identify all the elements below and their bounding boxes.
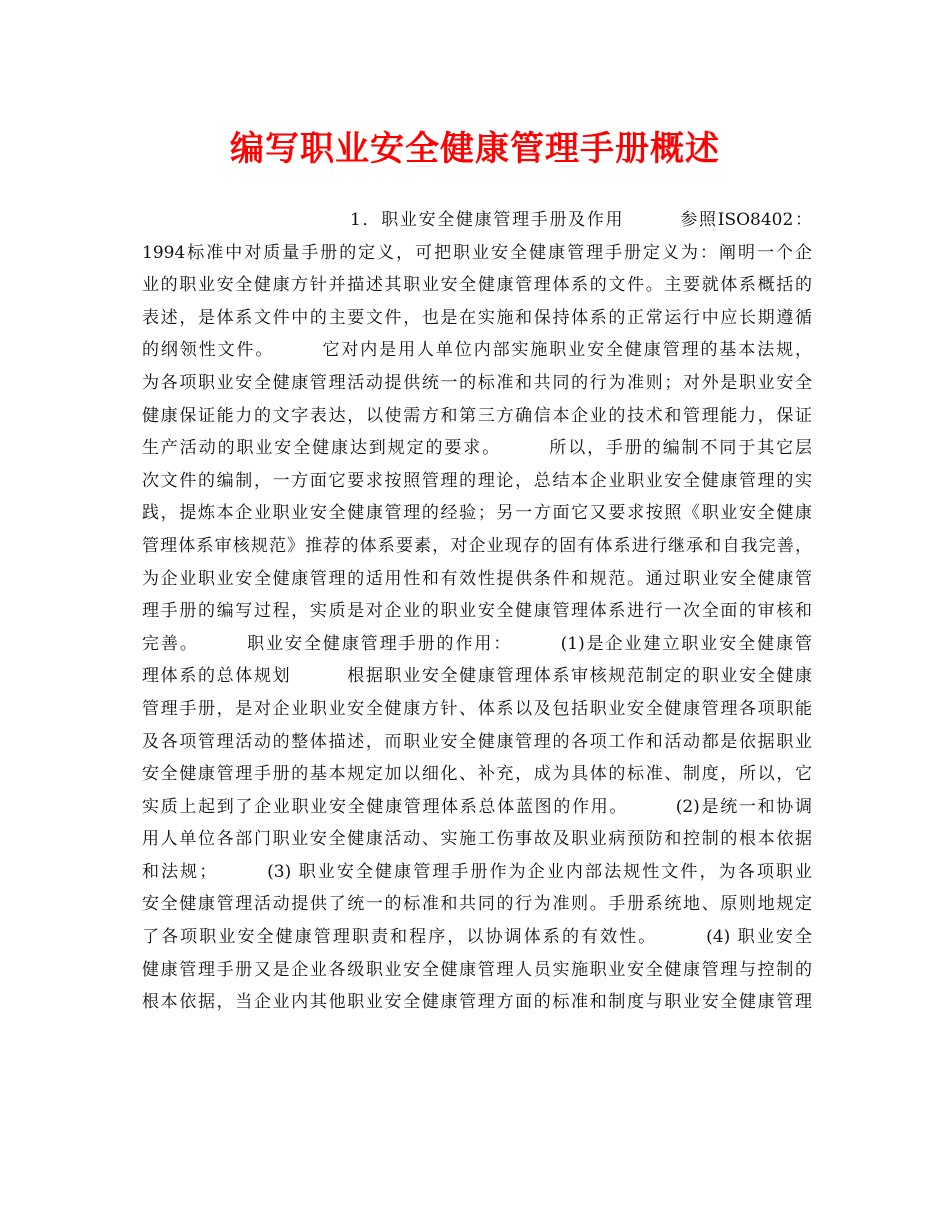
body-line: 健康管理手册又是企业各级职业安全健康管理人员实施职业安全健康管理与控制的	[142, 959, 812, 980]
body-line: 用人单位各部门职业安全健康活动、实施工伤事故及职业病预防和控制的根本依据	[142, 829, 812, 850]
document-title: 编写职业安全健康管理手册概述	[230, 129, 720, 169]
body-line: 及各项管理活动的整体描述，而职业安全健康管理的各项工作和活动都是依据职业	[142, 731, 812, 752]
body-line: 安全健康管理活动提供了统一的标准和共同的行为准则。手册系统地、原则地规定	[142, 894, 812, 915]
body-line: 根本依据，当企业内其他职业安全健康管理方面的标准和制度与职业安全健康管理	[142, 992, 812, 1013]
body-line: 表述，是体系文件中的主要文件，也是在实施和保持体系的正常运行中应长期遵循	[142, 307, 812, 328]
body-line: 管理手册，是对企业职业安全健康方针、体系以及包括职业安全健康管理各项职能	[142, 698, 812, 719]
body-line: 了各项职业安全健康管理职责和程序，以协调体系的有效性。 (4) 职业安全	[142, 927, 812, 948]
body-line: 理体系的总体规划 根据职业安全健康管理体系审核规范制定的职业安全健康	[142, 666, 812, 687]
body-line: 业的职业安全健康方针并描述其职业安全健康管理体系的文件。主要就体系概括的	[142, 275, 812, 296]
document-body	[142, 204, 812, 1019]
body-line: 次文件的编制，一方面它要求按照管理的理论，总结本企业职业安全健康管理的实	[142, 470, 812, 491]
body-line: 1．职业安全健康管理手册及作用 参照ISO8402：	[350, 210, 812, 230]
body-line: 1994标准中对质量手册的定义，可把职业安全健康管理手册定义为：阐明一个企	[142, 242, 812, 263]
body-line: 健康保证能力的文字表达，以使需方和第三方确信本企业的技术和管理能力，保证	[142, 405, 812, 426]
body-line: 践，提炼本企业职业安全健康管理的经验；另一方面它又要求按照《职业安全健康	[142, 503, 812, 524]
body-line: 的纲领性文件。 它对内是用人单位内部实施职业安全健康管理的基本法规，	[142, 340, 812, 361]
body-line: 安全健康管理手册的基本规定加以细化、补充，成为具体的标准、制度，所以，它	[142, 764, 812, 785]
body-line: 完善。 职业安全健康管理手册的作用： (1)是企业建立职业安全健康管	[142, 633, 812, 654]
body-line: 实质上起到了企业职业安全健康管理体系总体蓝图的作用。 (2)是统一和协调	[142, 796, 812, 817]
body-line: 理手册的编写过程，实质是对企业的职业安全健康管理体系进行一次全面的审核和	[142, 601, 812, 622]
body-line: 管理体系审核规范》推荐的体系要素，对企业现存的固有体系进行继承和自我完善，	[142, 535, 812, 556]
body-line: 和法规； (3) 职业安全健康管理手册作为企业内部法规性文件，为各项职业	[142, 861, 812, 882]
body-line: 为各项职业安全健康管理活动提供统一的标准和共同的行为准则；对外是职业安全	[142, 372, 812, 393]
body-line: 生产活动的职业安全健康达到规定的要求。 所以，手册的编制不同于其它层	[142, 438, 812, 459]
body-line: 为企业职业安全健康管理的适用性和有效性提供条件和规范。通过职业安全健康管	[142, 568, 812, 589]
